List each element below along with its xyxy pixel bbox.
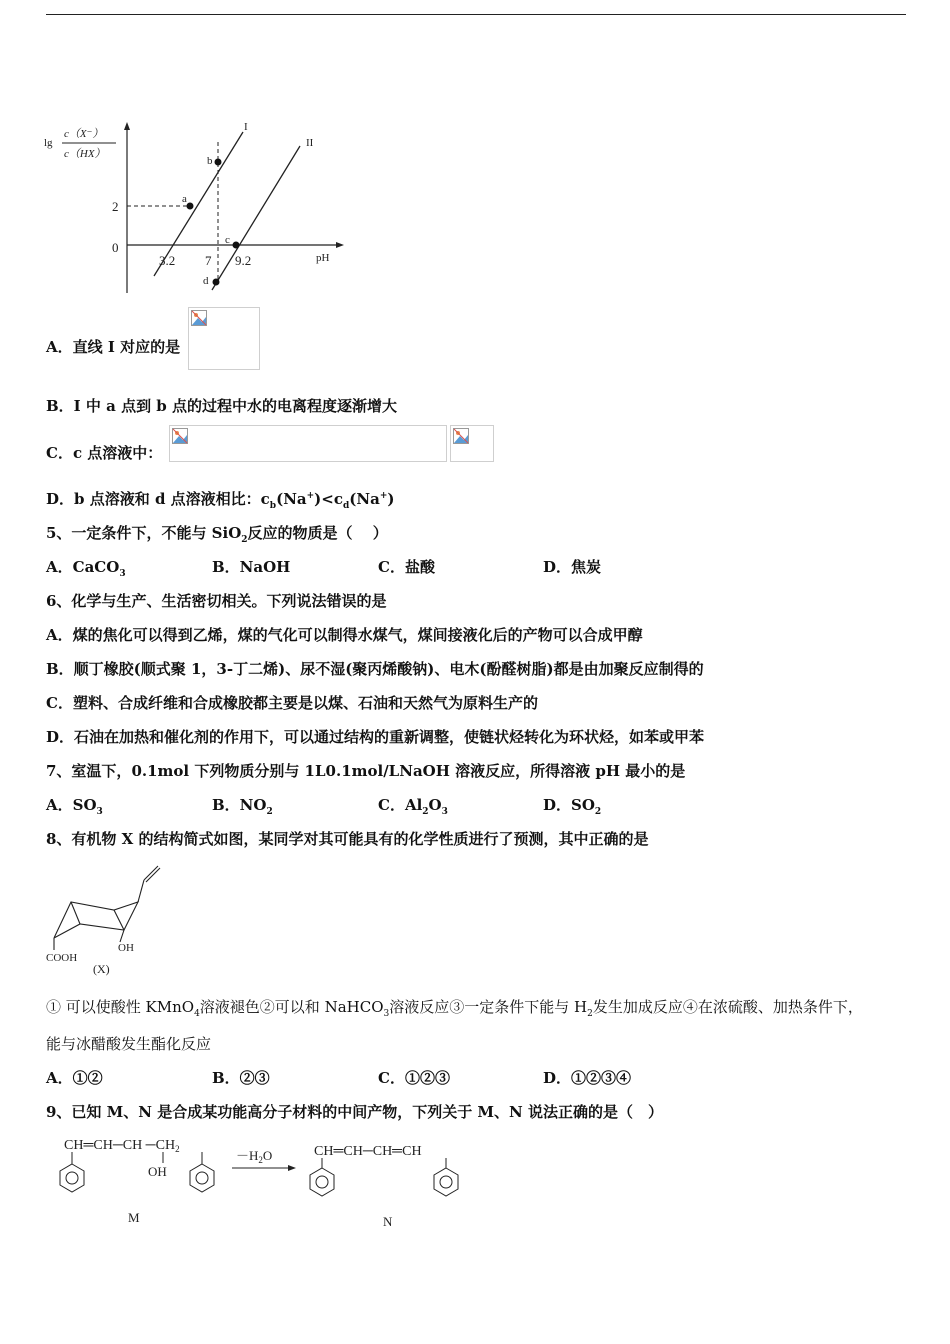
point-b xyxy=(215,159,222,166)
q5-stem: 5、一定条件下，不能与 SiO$_2$反应的物质是（ ） xyxy=(46,524,388,545)
reaction-scheme xyxy=(50,1130,480,1235)
q9-stem: 9、已知 M、N 是合成某功能高分子材料的中间产物，下列关于 M、N 说法正确的是（ ） xyxy=(46,1103,663,1121)
graph-xlabel: pH xyxy=(316,252,330,264)
broken-image-icon xyxy=(191,310,207,326)
point-c-label: c xyxy=(225,234,230,246)
q7-option-c: C．$Al_2O_3$ xyxy=(378,796,448,817)
q8-option-c: C．①②③ xyxy=(378,1069,450,1087)
line-1-label: I xyxy=(244,121,248,133)
q4-option-c xyxy=(46,442,162,463)
q8-statements-line2: 能与冰醋酸发生酯化反应 xyxy=(46,1035,212,1053)
q8-option-a: A．①② xyxy=(46,1069,103,1087)
molecule-cooh: COOH xyxy=(46,952,78,964)
broken-image-1 xyxy=(188,307,260,370)
q8-option-b: B．②③ xyxy=(212,1069,270,1087)
broken-image-3 xyxy=(450,425,494,462)
q8-statements-line1: ① 可以使酸性 KMnO$_4$溶液褪色②可以和 NaHCO$_3$溶液反应③一定条件下能与 $H_2$发生加成反应④在浓硫酸、加热条件下， xyxy=(46,998,863,1019)
broken-image-icon xyxy=(172,428,188,444)
x-tick-a: 3.2 xyxy=(159,253,176,268)
y-tick-0: 0 xyxy=(112,240,119,255)
n-label: N xyxy=(383,1214,393,1229)
point-a xyxy=(187,203,194,210)
header-rule xyxy=(46,14,906,15)
arrow-label: $-H_2O$ xyxy=(236,1148,273,1165)
molecule-label: (X) xyxy=(93,962,110,976)
line-2 xyxy=(212,146,300,290)
x-tick-c: 9.2 xyxy=(235,253,252,268)
broken-image-2 xyxy=(169,425,447,462)
point-d xyxy=(213,279,220,286)
molecule-oh: OH xyxy=(118,942,134,954)
q5-option-a: A．CaCO$_3$ xyxy=(46,558,126,579)
q6-option-a: A．煤的焦化可以得到乙烯，煤的气化可以制得水煤气，煤间接液化后的产物可以合成甲醇 xyxy=(46,626,643,644)
q5-option-b: B．NaOH xyxy=(212,558,291,576)
n-formula: CH═CH─CH═CH xyxy=(314,1144,422,1159)
molecule-x xyxy=(44,860,184,980)
q7-option-a: A．$SO_3$ xyxy=(46,796,103,817)
point-b-label: b xyxy=(207,155,213,167)
q5-option-d: D．焦炭 xyxy=(543,558,602,576)
graph-ylabel-lg: lg xyxy=(44,137,53,149)
y-tick-2: 2 xyxy=(112,199,119,214)
q7-option-b: B．$NO_2$ xyxy=(212,796,273,817)
line-1 xyxy=(154,132,243,276)
q6-option-c: C．塑料、合成纤维和合成橡胶都主要是以煤、石油和天然气为原料生产的 xyxy=(46,694,538,712)
m-label: M xyxy=(128,1210,140,1225)
point-a-label: a xyxy=(182,193,187,205)
q6-option-b: B．顺丁橡胶(顺式聚 1，3-丁二烯)、尿不湿(聚丙烯酸钠)、电木(酚醛树脂)都是由加聚反应制得的 xyxy=(46,660,704,678)
x-tick-b: 7 xyxy=(205,253,212,268)
point-d-label: d xyxy=(203,275,209,287)
q6-option-d: D．石油在加热和催化剂的作用下，可以通过结构的重新调整，使链状烃转化为环状烃，如苯或甲苯 xyxy=(46,728,705,746)
line-2-label: II xyxy=(306,137,314,149)
q7-option-d: D．$SO_2$ xyxy=(543,796,602,817)
graph-ylabel-den: c（HX） xyxy=(64,148,106,160)
q4-option-c-text: C．c 点溶液中： xyxy=(46,444,163,462)
q8-stem: 8、有机物 X 的结构简式如图，某同学对其可能具有的化学性质进行了预测，其中正确的是 xyxy=(46,830,649,848)
q4-option-a-text: A．直线 I 对应的是 xyxy=(46,338,181,356)
ph-graph xyxy=(44,118,354,298)
m-oh: OH xyxy=(148,1164,167,1179)
q8-option-d: D．①②③④ xyxy=(543,1069,632,1087)
q4-option-b xyxy=(46,395,397,416)
point-c xyxy=(233,242,240,249)
graph-ylabel-num: c（X⁻） xyxy=(64,128,104,140)
q6-stem: 6、化学与生产、生活密切相关。下列说法错误的是 xyxy=(46,592,387,610)
q7-stem: 7、室温下，0.1mol 下列物质分别与 1L0.1mol/LNaOH 溶液反应，所得溶液 pH 最小的是 xyxy=(46,762,686,780)
q5-option-c: C．盐酸 xyxy=(378,558,435,576)
q4-option-d: D．b 点溶液和 d 点溶液相比：$c_b(Na^+)<c_d(Na^+)$ xyxy=(46,490,395,511)
q4-option-b-text: B．I 中 a 点到 b 点的过程中水的电离程度逐渐增大 xyxy=(46,397,398,415)
q4-option-a xyxy=(46,336,180,357)
m-formula: CH═CH─CH $─CH_2$ xyxy=(64,1138,180,1154)
broken-image-icon xyxy=(453,428,469,444)
